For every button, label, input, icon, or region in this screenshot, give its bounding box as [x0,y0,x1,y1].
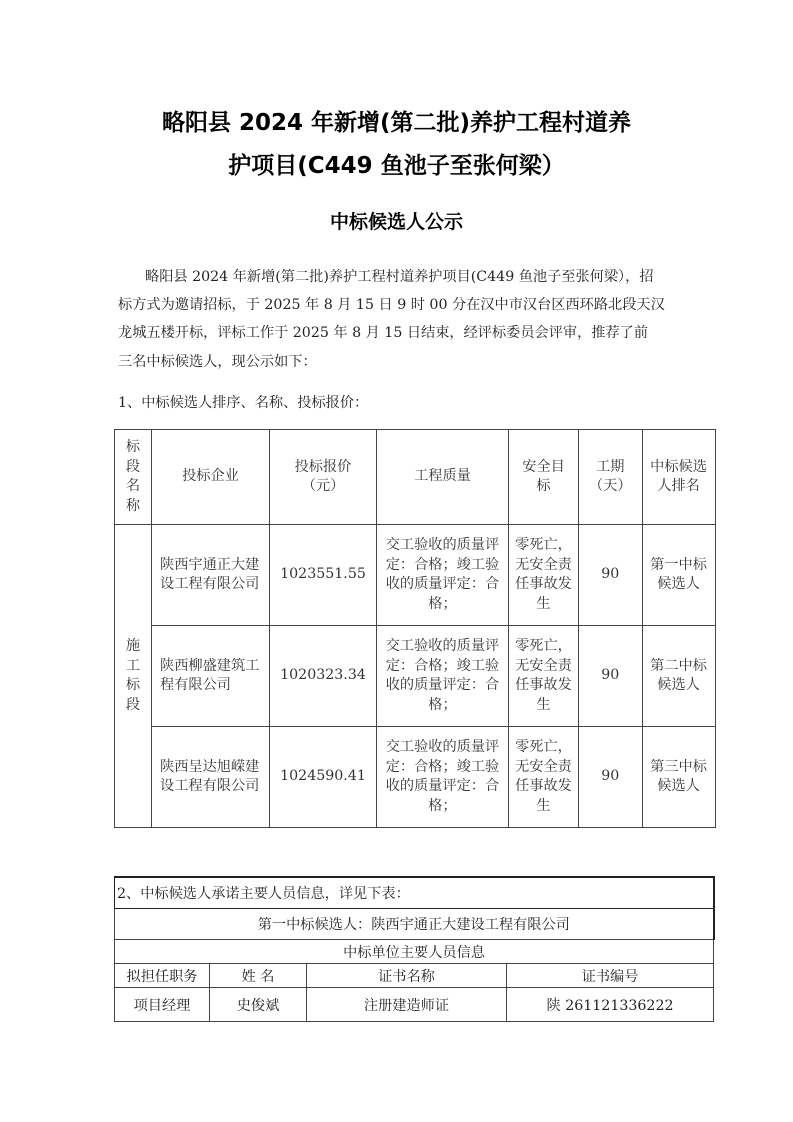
personnel-info-title: 中标单位主要人员信息 [115,940,714,964]
quality-cell: 交工验收的质量评定：合格；竣工验收的质量评定：合格； [377,626,509,727]
header-duration: 工期（天） [579,430,643,525]
document-title-line-1: 略阳县 2024 年新增(第二批)养护工程村道养 [161,110,632,136]
table-row [115,626,716,727]
table-header-row [115,430,716,525]
document-title-line-2: 护项目(C449 鱼池子至张何梁） [228,153,565,179]
first-candidate-title: 第一中标候选人：陕西宇通正大建设工程有限公司 [115,909,714,940]
quality-cell: 交工验收的质量评定：合格；竣工验收的质量评定：合格； [377,727,509,828]
intro-line-1: 略阳县 2024 年新增(第二批)养护工程村道养护项目(C449 鱼池子至张何梁），招 [145,269,654,285]
price-cell: 1020323.34 [270,626,377,727]
header-cert-no: 证书编号 [507,964,714,988]
header-position: 拟担任职务 [115,964,210,988]
header-name: 姓 名 [210,964,307,988]
cert-name-cell: 注册建造师证 [307,988,507,1022]
candidate-ranking-table [114,429,716,828]
header-quality: 工程质量 [377,430,509,525]
safety-cell: 零死亡，无安全责任事故发生 [509,525,579,626]
name-cell: 史俊斌 [210,988,307,1022]
price-cell: 1023551.55 [270,525,377,626]
cert-no-cell: 陕 261121336222 [507,988,714,1022]
safety-cell: 零死亡，无安全责任事故发生 [509,727,579,828]
header-price: 投标报价（元） [270,430,377,525]
personnel-header-row [115,964,714,988]
section-2-heading: 2、中标候选人承诺主要人员信息，详见下表： [115,877,714,909]
company-cell: 陕西呈达旭嵘建设工程有限公司 [152,727,270,828]
table-row [115,525,716,626]
header-company: 投标企业 [152,430,270,525]
section-cell: 施工标段 [115,525,152,828]
quality-cell: 交工验收的质量评定：合格；竣工验收的质量评定：合格； [377,525,509,626]
position-cell: 项目经理 [115,988,210,1022]
personnel-table [114,876,715,1022]
table-row [115,988,714,1022]
header-cert-name: 证书名称 [307,964,507,988]
intro-line-4: 三名中标候选人，现公示如下： [118,354,317,370]
table-row [115,727,716,828]
intro-line-3: 龙城五楼开标，评标工作于 2025 年 8 月 15 日结束，经评标委员会评审，推荐了前 [118,325,649,341]
intro-line-2: 标方式为邀请招标，于 2025 年 8 月 15 日 9 时 00 分在汉中市汉台区西环路北段天汉 [118,297,665,313]
rank-cell: 第二中标候选人 [642,626,715,727]
duration-cell: 90 [579,525,643,626]
company-cell: 陕西宇通正大建设工程有限公司 [152,525,270,626]
rank-cell: 第三中标候选人 [642,727,715,828]
section-1-heading: 1、中标候选人排序、名称、投标报价： [118,395,369,411]
header-section-name: 标段名称 [115,430,152,525]
duration-cell: 90 [579,626,643,727]
header-rank: 中标候选人排名 [642,430,715,525]
header-safety: 安全目标 [509,430,579,525]
duration-cell: 90 [579,727,643,828]
rank-cell: 第一中标候选人 [642,525,715,626]
price-cell: 1024590.41 [270,727,377,828]
document-subtitle: 中标候选人公示 [329,211,463,233]
safety-cell: 零死亡，无安全责任事故发生 [509,626,579,727]
company-cell: 陕西柳盛建筑工程有限公司 [152,626,270,727]
